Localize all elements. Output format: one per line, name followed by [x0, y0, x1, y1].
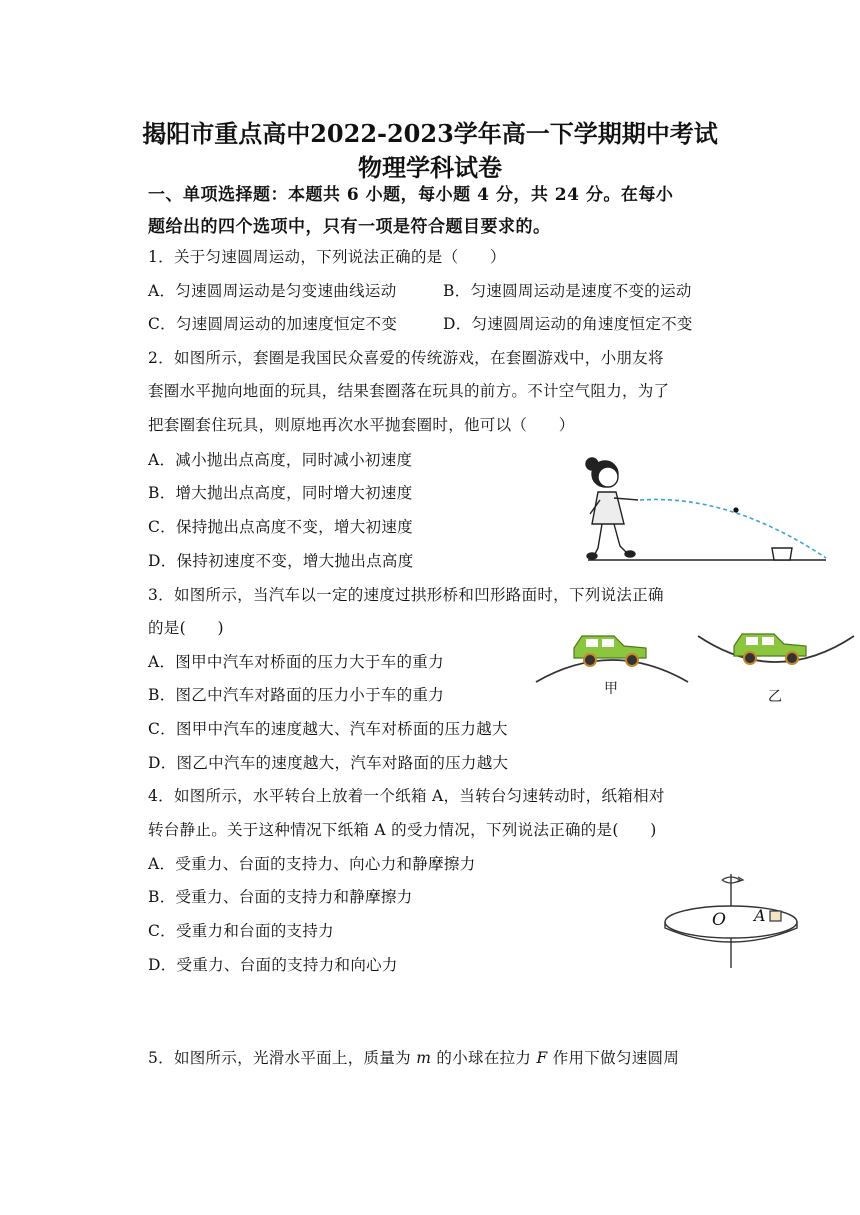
q4-stem-line2: 转台静止。关于这种情况下纸箱 A 的受力情况，下列说法正确的是( )	[148, 821, 657, 839]
figure-label-jia: 甲	[604, 681, 618, 697]
q3-stem-line1: 3．如图所示，当汽车以一定的速度过拱形桥和凹形路面时，下列说法正确	[148, 586, 664, 604]
q4-option-d: D．受重力、台面的支持力和向心力	[148, 956, 398, 974]
section-header-line2: 题给出的四个选项中，只有一项是符合题目要求的。	[148, 217, 551, 237]
concave-road-figure	[696, 618, 856, 678]
q1-option-d: D．匀速圆周运动的角速度恒定不变	[443, 315, 693, 333]
q3-stem-line2: 的是( )	[148, 619, 224, 637]
q4-option-c: C．受重力和台面的支持力	[148, 922, 334, 940]
q1-option-b: B．匀速圆周运动是速度不变的运动	[443, 282, 692, 300]
q5-stem-part1: 5．如图所示，光滑水平面上，质量为	[148, 1049, 417, 1067]
q2-stem-line1: 2．如图所示，套圈是我国民众喜爱的传统游戏，在套圈游戏中，小朋友将	[148, 349, 664, 367]
q4-stem-line1: 4．如图所示，水平转台上放着一个纸箱 A，当转台匀速转动时，纸箱相对	[148, 787, 665, 805]
ring-toss-figure	[580, 452, 830, 567]
exam-title-line2: 物理学科试卷	[358, 153, 502, 182]
q3-option-d: D．图乙中汽车的速度越大，汽车对路面的压力越大	[148, 754, 509, 772]
q2-option-b: B．增大抛出点高度，同时增大初速度	[148, 484, 413, 502]
figure-label-o: O	[712, 910, 726, 930]
turntable-figure	[660, 866, 800, 972]
q2-stem-line3: 把套圈套住玩具，则原地再次水平抛套圈时，他可以（ ）	[148, 416, 575, 434]
q2-stem-line2: 套圈水平抛向地面的玩具，结果套圈落在玩具的前方。不计空气阻力，为了	[148, 382, 670, 400]
q3-option-a: A．图甲中汽车对桥面的压力大于车的重力	[148, 653, 444, 671]
figure-label-yi: 乙	[768, 689, 782, 705]
section-header-line1: 一、单项选择题：本题共 6 小题，每小题 4 分，共 24 分。在每小	[148, 185, 674, 205]
q2-option-d: D．保持初速度不变，增大抛出点高度	[148, 552, 414, 570]
q5-stem	[148, 1047, 679, 1069]
q5-var-m: m	[416, 1049, 432, 1067]
q3-option-c: C．图甲中汽车的速度越大、汽车对桥面的压力越大	[148, 720, 508, 738]
q1-option-c: C．匀速圆周运动的加速度恒定不变	[148, 315, 398, 333]
car-icon	[574, 636, 646, 666]
q5-stem-part3: 作用下做匀速圆周	[547, 1049, 680, 1067]
figure-label-a: A	[754, 906, 766, 925]
car-icon	[734, 634, 806, 664]
q4-option-a: A．受重力、台面的支持力、向心力和静摩擦力	[148, 855, 476, 873]
q5-var-f: F	[536, 1049, 548, 1067]
q1-stem: 1．关于匀速圆周运动，下列说法正确的是（ ）	[148, 248, 506, 266]
q2-option-c: C．保持抛出点高度不变，增大初速度	[148, 518, 413, 536]
box-icon	[770, 911, 781, 921]
exam-title-line1: 揭阳市重点高中2022-2023学年高一下学期期中考试	[142, 119, 718, 148]
q4-option-b: B．受重力、台面的支持力和静摩擦力	[148, 888, 413, 906]
q2-option-a: A．减小抛出点高度，同时减小初速度	[148, 451, 413, 469]
q1-option-a: A．匀速圆周运动是匀变速曲线运动	[148, 282, 397, 300]
girl-icon	[586, 458, 638, 559]
q5-stem-part2: 的小球在拉力	[431, 1049, 537, 1067]
q3-option-b: B．图乙中汽车对路面的压力小于车的重力	[148, 686, 445, 704]
